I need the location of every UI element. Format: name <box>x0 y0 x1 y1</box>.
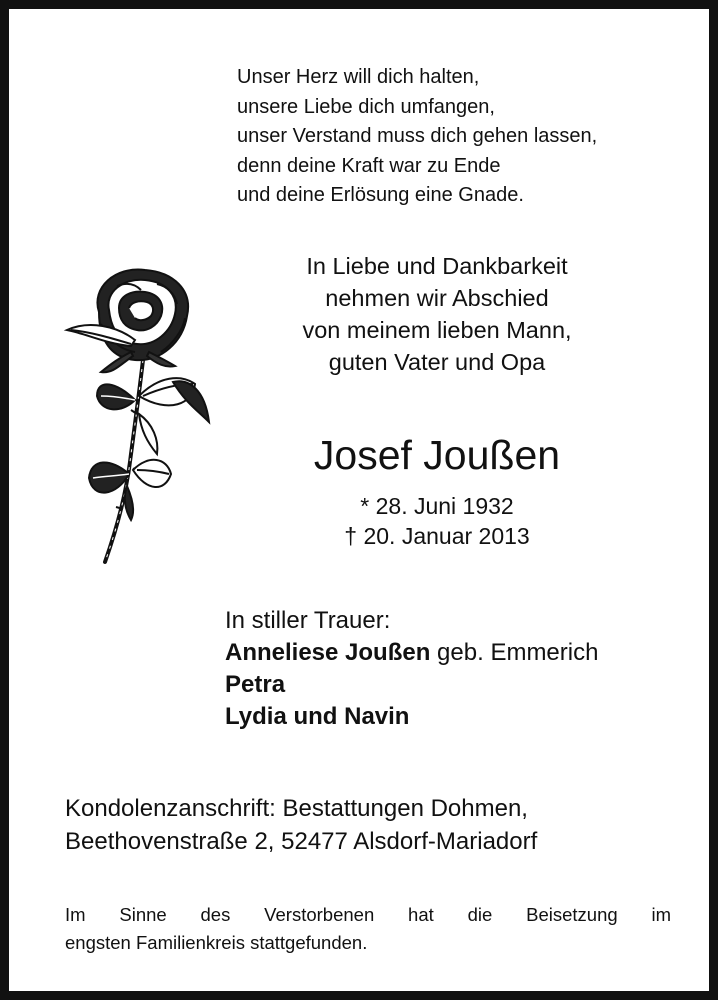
poem-line: und deine Erlösung eine Gnade. <box>237 184 524 206</box>
condolence-line: Kondolenzanschrift: Bestattungen Dohmen, <box>65 795 528 822</box>
poem-line: unsere Liebe dich umfangen, <box>237 95 495 118</box>
farewell-line: nehmen wir Abschied <box>325 285 549 311</box>
condolence-line: Beethovenstraße 2, 52477 Alsdorf-Mariadorf <box>65 827 538 855</box>
farewell-text <box>209 250 665 378</box>
mourner-name: Anneliese Joußen <box>225 639 431 666</box>
mourner-line <box>225 637 598 669</box>
poem <box>237 63 597 211</box>
note-line: engsten Familienkreis stattgefunden. <box>65 932 368 953</box>
mourner-name: Lydia und Navin <box>225 703 410 730</box>
farewell-line: In Liebe und Dankbarkeit <box>306 253 568 279</box>
mourners-heading: In stiller Trauer: <box>225 607 391 634</box>
poem-line: Unser Herz will dich halten, <box>237 66 480 88</box>
mourners-block <box>225 605 598 733</box>
funeral-note <box>65 901 671 957</box>
condolence-address <box>65 793 537 858</box>
death-date: † 20. Januar 2013 <box>344 523 530 549</box>
farewell-line: von meinem lieben Mann, <box>302 317 572 343</box>
life-dates <box>209 491 665 551</box>
birth-date: * 28. Juni 1932 <box>360 493 514 519</box>
rose-icon <box>61 264 213 569</box>
deceased-name: Josef Joußen <box>313 432 561 478</box>
mourner-name: Petra <box>225 671 286 698</box>
poem-line: unser Verstand muss dich gehen lassen, <box>237 125 598 147</box>
poem-line: denn deine Kraft war zu Ende <box>237 154 501 177</box>
farewell-line: guten Vater und Opa <box>328 349 546 375</box>
mourner-maiden-name: geb. Emmerich <box>430 639 599 666</box>
note-line: Im Sinne des Verstorbenen hat die Beisetzung im <box>65 904 671 925</box>
